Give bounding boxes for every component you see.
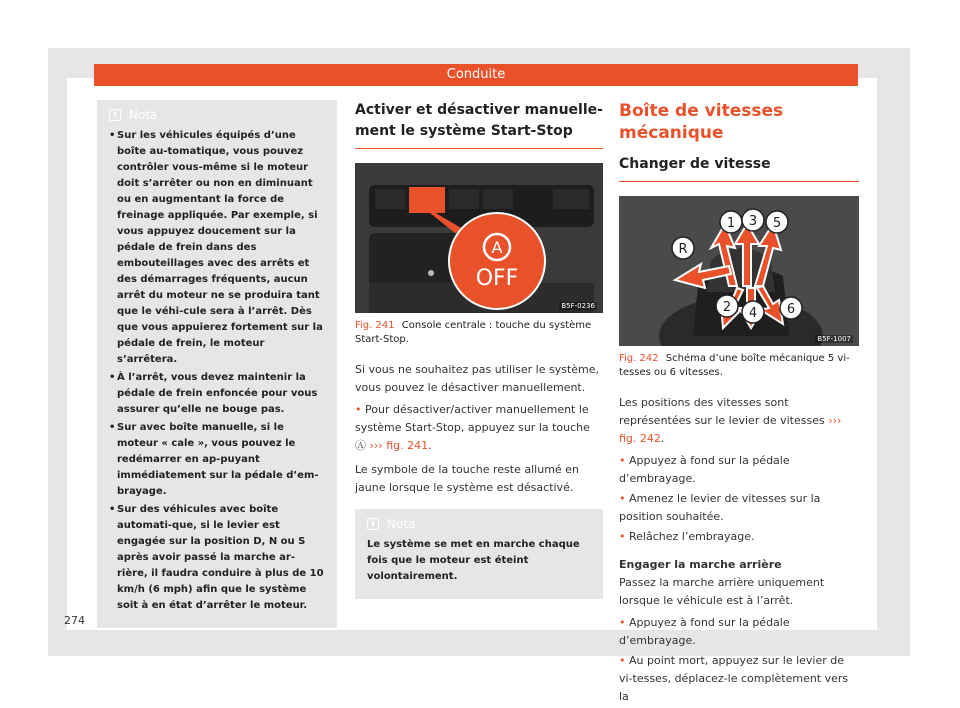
note-title: Nota xyxy=(129,108,158,122)
startstop-icon: Ⓐ xyxy=(355,439,366,452)
figure-code: B5F-1007 xyxy=(817,335,851,343)
instruction-bullet: • Appuyez à fond sur la pédale d’embrayage. xyxy=(619,454,790,485)
gear-label: 2 xyxy=(722,300,732,315)
paragraph: Le symbole de la touche reste allumé en jaune lorsque le système est désactivé. xyxy=(355,463,579,494)
figure-caption: Fig. 241 Console centrale : touche du système Start-Stop. xyxy=(355,320,592,345)
instruction-bullet: • Au point mort, appuyez sur le levier de vi-tesses, déplacez-le complètement vers la xyxy=(619,654,849,703)
note-title: Nota xyxy=(387,517,416,531)
chapter-title: Boîte de vitesses mécanique xyxy=(619,101,784,143)
paragraph: Les positions des vitesses sont représentées sur le levier de vitesses ››› fig. 242. xyxy=(619,396,842,445)
gear-label: R xyxy=(678,242,688,257)
subheading: Engager la marche arrière xyxy=(619,558,782,571)
gear-label: 6 xyxy=(786,302,796,317)
figure-code: B5F-0236 xyxy=(561,302,595,310)
instruction-bullet: • Amenez le levier de vitesses sur la position souhaitée. xyxy=(619,492,821,523)
note-bullet: • Sur des véhicules avec boîte automati-que, si le levier est engagée sur la position D, N ou S après avoir passé la marche ar-rière, il faudra conduire à plus de 10 km/h (6 mph) afin que le système soit à en état d’arrêter le moteur. xyxy=(109,504,324,611)
figure-link[interactable]: ››› fig. 241 xyxy=(369,439,429,452)
note-bullet: • Sur avec boîte manuelle, si le moteur « cale », vous pouvez le redémarrer en ap-puyant immédiatement sur la pédale d’em-brayage. xyxy=(109,422,319,497)
gearbox-figure xyxy=(619,196,859,346)
page xyxy=(67,78,877,703)
note-box xyxy=(355,509,603,599)
paragraph: Si vous ne souhaitez pas utiliser le système, vous pouvez le désactiver manuellement. xyxy=(355,363,600,394)
page-number: 274 xyxy=(64,614,85,627)
section-header: Conduite xyxy=(94,64,858,86)
info-icon: i xyxy=(109,109,121,121)
figure-number: Fig. 241 xyxy=(355,320,395,331)
svg-text:A: A xyxy=(491,238,503,257)
note-bullet: • À l’arrêt, vous devez maintenir la pédale de frein enfoncée pour vous assurer qu’elle ne bouge pas. xyxy=(109,372,318,415)
instruction-bullet: • Appuyez à fond sur la pédale d’embrayage. xyxy=(619,616,790,647)
instruction-bullet: • Pour désactiver/activer manuellement le système Start-Stop, appuyez sur la touche Ⓐ ››› fig. 241. xyxy=(355,403,590,452)
startstop-figure xyxy=(355,163,603,313)
console-illustration xyxy=(355,163,603,313)
figure-link[interactable]: ››› fig. 242 xyxy=(619,414,842,445)
right-column xyxy=(619,78,859,706)
gearbox-illustration xyxy=(619,196,859,346)
off-label: OFF xyxy=(475,266,519,291)
left-column xyxy=(97,100,337,628)
gear-label: 1 xyxy=(726,216,736,231)
gear-label: 5 xyxy=(772,216,782,231)
gear-label: 4 xyxy=(748,306,758,321)
note-bullet: • Sur les véhicules équipés d’une boîte au-tomatique, vous pouvez contrôler vous-même si le moteur doit s’arrêter ou non en diminuant ou en augmentant la force de freinage appliquée. Par exemple, si vous appuyez doucement sur la pédale de frein dans des embouteillages avec des arrêts et des démarrages fréquents, aucun arrêt du moteur ne se produira tant que le véhi-cule sera à l’arrêt. Dès que vous appuierez fortement sur la pédale de frein, le moteur s’arrêtera. xyxy=(109,130,323,365)
figure-caption: Fig. 242 Schéma d’une boîte mécanique 5 vi-tesses ou 6 vitesses. xyxy=(619,353,850,378)
note-box xyxy=(97,100,337,628)
section-title: Activer et désactiver manuelle-ment le système Start-Stop xyxy=(355,100,603,149)
figure-number: Fig. 242 xyxy=(619,353,659,364)
instruction-bullet: • Relâchez l’embrayage. xyxy=(619,530,755,543)
section-title: Changer de vitesse xyxy=(619,154,859,182)
middle-column xyxy=(355,100,603,599)
gear-label: 3 xyxy=(748,214,758,229)
note-text: Le système se met en marche chaque fois que le moteur est éteint volontairement. xyxy=(367,539,580,582)
paragraph: Passez la marche arrière uniquement lorsque le véhicule est à l’arrêt. xyxy=(619,576,825,607)
info-icon: i xyxy=(367,518,379,530)
